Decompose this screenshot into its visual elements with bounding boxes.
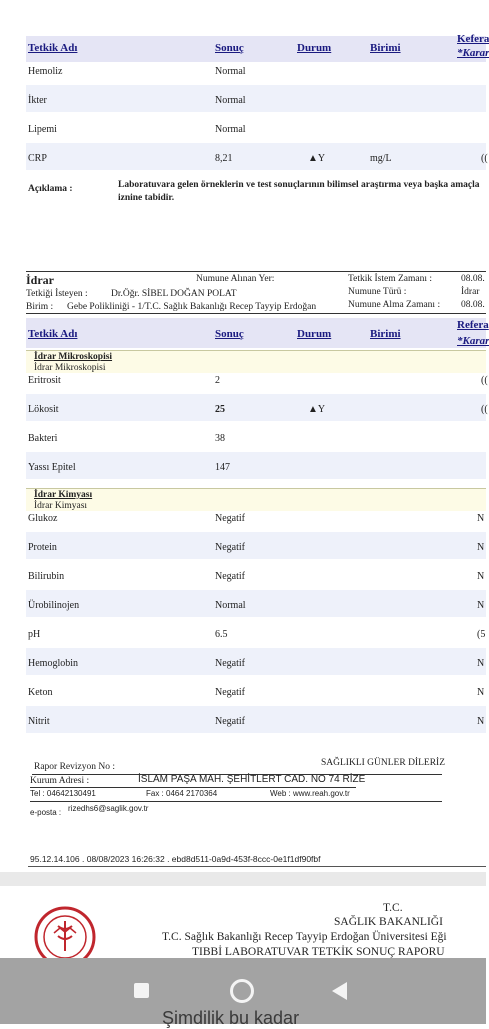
test-name: pH (28, 629, 41, 640)
document-stamp: 95.12.14.106 . 08/08/2023 16:26:32 . ebd8d511-0a9d-453f-8ccc-0e1f1df90fbf (30, 854, 321, 864)
wishes-text: SAĞLIKLI GÜNLER DİLERİZ (321, 758, 446, 768)
request-time-value: 08.08. (461, 274, 485, 284)
test-result: 2 (215, 375, 220, 386)
table-row (26, 143, 486, 170)
table-row (26, 56, 486, 83)
web-text: Web : www.reah.gov.tr (270, 789, 350, 798)
test-result: Normal (215, 66, 246, 77)
tc-title: T.C. (383, 902, 403, 914)
test-name: Bilirubin (28, 571, 65, 582)
test-name: Protein (28, 542, 57, 553)
table-row (26, 85, 486, 112)
table-row (26, 561, 486, 588)
page-separator (0, 872, 486, 886)
home-icon[interactable] (230, 979, 254, 1003)
test-ref: N (477, 658, 485, 669)
group-title: İdrar Mikroskopisi (34, 352, 113, 362)
divider (30, 787, 356, 788)
test-result: Negatif (215, 687, 245, 698)
test-ref: N (477, 716, 485, 727)
test-result: Negatif (215, 542, 245, 553)
address-label: Kurum Adresi : (30, 776, 90, 786)
test-ref: N (477, 600, 485, 611)
test-ref: N (477, 513, 485, 524)
explanation-text-2: iznine tabidir. (118, 193, 175, 203)
test-name: Bakteri (28, 433, 58, 444)
sample-type-value: İdrar (461, 287, 480, 297)
explanation-text: Laboratuvara gelen örneklerin ve test sonuçlarının bilimsel araştırma veya başka amaçla (118, 180, 480, 190)
explanation-label: Açıklama : (28, 184, 73, 194)
test-name: Glukoz (28, 513, 58, 524)
col-status-header: Durum (297, 328, 332, 340)
test-result: 25 (215, 404, 225, 415)
table-row (26, 503, 486, 530)
test-ref: (( (481, 153, 488, 164)
col-result-header: Sonuç (215, 328, 244, 340)
test-result: 38 (215, 433, 225, 444)
ministry-title: SAĞLIK BAKANLIĞI (334, 916, 443, 928)
tel-text: Tel : 04642130491 (30, 789, 96, 798)
sample-type-label: Numune Türü : (348, 287, 407, 297)
test-status: ▲Y (308, 404, 326, 415)
unit-value: Gebe Polikliniği - 1/T.C. Sağlık Bakanlığı Recep Tayyip Erdoğan (67, 302, 317, 312)
test-name: Eritrosit (28, 375, 61, 386)
request-time-label: Tetkik İstem Zamanı : (348, 274, 433, 284)
col-status-header: Durum (297, 42, 332, 54)
test-result: Negatif (215, 716, 245, 727)
test-name: Lökosit (28, 404, 59, 415)
test-ref: N (477, 571, 485, 582)
test-name: Nitrit (28, 716, 50, 727)
email-value[interactable]: rizedhs6@saglik.gov.tr (68, 804, 149, 813)
test-name: CRP (28, 153, 47, 164)
table-row (26, 114, 486, 141)
back-icon[interactable] (332, 982, 347, 1000)
col-name-header: Tetkik Adı (28, 328, 78, 340)
table-row (26, 423, 486, 450)
test-ref: N (477, 687, 485, 698)
idrar-table-header (26, 318, 489, 348)
col-name-header: Tetkik Adı (28, 42, 78, 54)
test-name: Keton (28, 687, 53, 698)
divider (30, 801, 442, 802)
group-subtitle: İdrar Mikroskopisi (34, 363, 106, 373)
test-ref: (( (481, 375, 488, 386)
table-row (26, 619, 486, 646)
test-name: Ürobilinojen (28, 600, 80, 611)
test-result: 147 (215, 462, 230, 473)
table-row (26, 677, 486, 704)
test-unit: mg/L (370, 153, 392, 164)
sample-time-label: Numune Alma Zamanı : (348, 300, 441, 310)
test-name: Hemoglobin (28, 658, 78, 669)
recents-icon[interactable] (134, 983, 149, 998)
report-title: TIBBİ LABORATUVAR TETKİK SONUÇ RAPORU (192, 946, 445, 958)
table-row (26, 394, 486, 421)
test-ref: (( (481, 404, 488, 415)
test-result: Normal (215, 600, 246, 611)
system-navigation-bar (0, 958, 486, 1028)
table-row (26, 706, 486, 733)
table-row (26, 365, 486, 392)
test-ref: (5 (477, 629, 486, 640)
test-result: Negatif (215, 513, 245, 524)
toast-message: Şimdilik bu kadar (162, 1008, 300, 1028)
test-result: Negatif (215, 571, 245, 582)
test-ref: N (477, 542, 485, 553)
unit-label: Birim : (26, 302, 54, 312)
table-row (26, 452, 486, 479)
divider (28, 866, 486, 867)
test-result: 8,21 (215, 153, 233, 164)
test-name: Lipemi (28, 124, 57, 135)
test-result: Normal (215, 124, 246, 135)
section-title: İdrar (26, 273, 54, 287)
group-subtitle: İdrar Kimyası (34, 501, 88, 511)
test-name: İkter (28, 95, 47, 106)
test-result: Negatif (215, 658, 245, 669)
col-ref-header: *Karar (457, 335, 489, 347)
table-row (26, 590, 486, 617)
test-result: Normal (215, 95, 246, 106)
address-value: İSLAM PAŞA MAH. ŞEHİTLERT CAD. NO 74 RİZE (138, 774, 366, 785)
fax-text: Fax : 0464 2170364 (146, 789, 218, 798)
sample-place-label: Numune Alınan Yer: (196, 274, 275, 284)
col-unit-header: Birimi (370, 42, 401, 54)
test-result: 6.5 (215, 629, 228, 640)
table-row (26, 532, 486, 559)
requester-label: Tetkiği İsteyen : (26, 289, 88, 299)
hospital-title: T.C. Sağlık Bakanlığı Recep Tayyip Erdoğan Üniversitesi Eği (162, 931, 447, 943)
col-ref-top-header: Refera (457, 319, 489, 331)
group-title: İdrar Kimyası (34, 490, 93, 500)
col-ref-top-header: Kefera (457, 33, 489, 45)
divider (26, 313, 486, 314)
divider (26, 271, 486, 272)
test-status: ▲Y (308, 153, 326, 164)
revision-label: Rapor Revizyon No : (34, 762, 116, 772)
test-name: Yassı Epitel (28, 462, 76, 473)
test-name: Hemoliz (28, 66, 63, 77)
table-row (26, 648, 486, 675)
email-label: e-posta : (30, 808, 62, 817)
col-result-header: Sonuç (215, 42, 244, 54)
col-ref-header: *Karar (457, 47, 489, 59)
col-unit-header: Birimi (370, 328, 401, 340)
requester-value: Dr.Öğr. SİBEL DOĞAN POLAT (111, 289, 237, 299)
sample-time-value: 08.08. (461, 300, 485, 310)
